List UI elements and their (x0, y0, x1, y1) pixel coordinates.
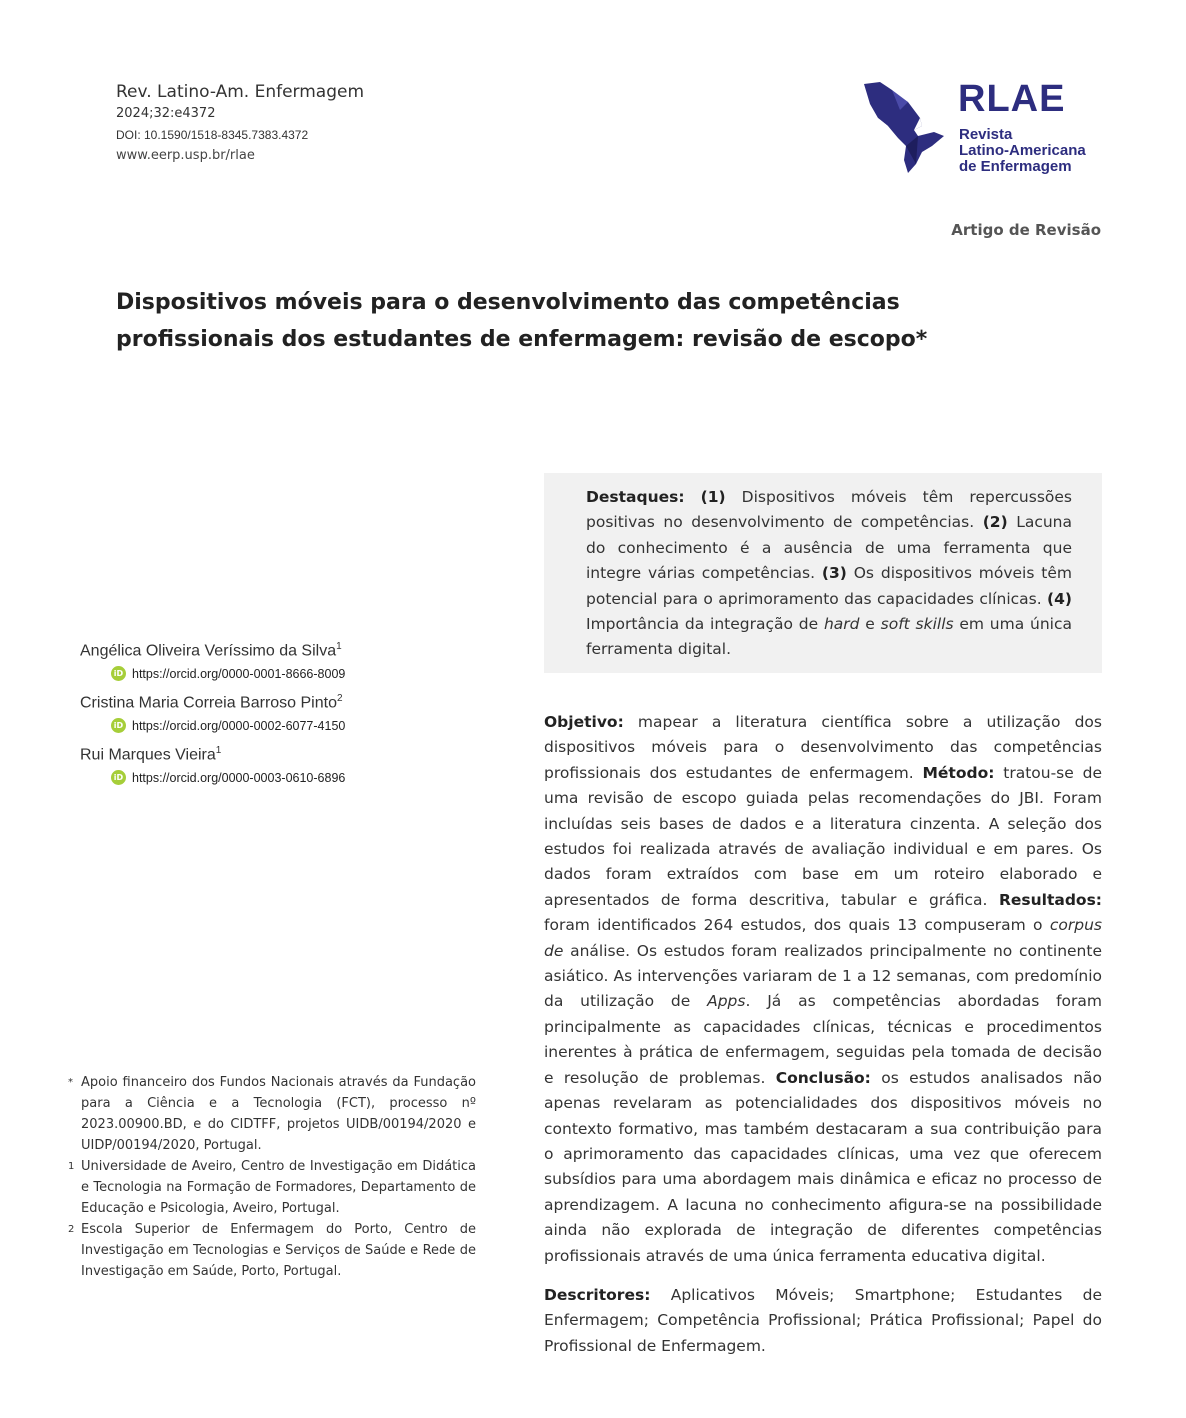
author-orcid[interactable] (111, 718, 345, 733)
journal-logo (862, 80, 1104, 180)
method-text: tratou-se de uma revisão de escopo guiada pelas recomendações do JBI. Foram incluídas seis bases de dados e a literatura cinzenta. A seleção dos estudos foi realizada através de avaliação individual e em pares. Os dados foram extraídos com base em um roteiro elaborado e apresentados de forma descritiva, tabular e gráfica. (544, 763, 1102, 909)
orcid-link[interactable]: https://orcid.org/0000-0001-8666-8009 (132, 666, 346, 681)
results-text-a: foram identificados 264 estudos, dos quais 13 compuseram o (544, 916, 1050, 935)
highlight-text-2: Lacuna do conhecimento é a ausência de uma ferramenta que integre várias competências. (586, 513, 1072, 583)
journal-name: Rev. Latino-Am. Enfermagem (116, 82, 365, 102)
journal-url[interactable]: www.eerp.usp.br/rlae (116, 148, 255, 163)
highlights-label: Destaques: (586, 488, 685, 506)
footnote-funding (68, 1072, 476, 1156)
highlight-number-2: (2) (982, 513, 1008, 532)
footnote-text: Escola Superior de Enfermagem do Porto, Centro de Investigação em Tecnologias e Serviços de Saúde e Rede de Investigação em Saúde, Porto, Portugal. (81, 1222, 476, 1279)
journal-doi: DOI: 10.1590/1518-8345.7383.4372 (116, 128, 309, 142)
objective-label: Objetivo: (544, 713, 624, 731)
results-apps: Apps (707, 992, 746, 1011)
footnote-mark: 1 (68, 1161, 75, 1172)
highlights-box (544, 473, 1102, 673)
footnote-text: Universidade de Aveiro, Centro de Investigação em Didática e Tecnologia na Formação de Formadores, Departamento de Educação e Psicologia, Aveiro, Portugal. (81, 1159, 476, 1216)
highlight-hard: hard (823, 615, 860, 634)
highlight-soft-skills: soft skills (880, 615, 954, 634)
highlight-number-4: (4) (1047, 589, 1072, 608)
results-corpus: corpus de (544, 916, 1102, 960)
latin-america-map-icon (862, 80, 954, 175)
highlight-number-1: (1) (700, 488, 726, 506)
article-title-line-2: profissionais dos estudantes de enfermagem: revisão de escopo* (116, 327, 928, 352)
descriptors (544, 1283, 1102, 1359)
author-name-text: Angélica Oliveira Veríssimo da Silva (80, 642, 337, 660)
orcid-link[interactable]: https://orcid.org/0000-0002-6077-4150 (132, 718, 346, 733)
results-text-b: análise. Os estudos foram realizados principalmente no continente asiático. As intervenções variaram de 1 a 12 semanas, com predomínio da utilização de (544, 941, 1102, 1011)
abstract (544, 710, 1102, 1269)
author-orcid[interactable] (111, 666, 345, 681)
journal-year-volume: 2024;32:e4372 (116, 106, 216, 121)
author-affiliation-mark: 1 (215, 745, 222, 756)
descriptors-label: Descritores: (544, 1286, 651, 1304)
highlight-text-3: Os dispositivos móveis têm potencial para o aprimoramento das capacidades clínicas. (586, 564, 1072, 608)
highlight-number-3: (3) (821, 564, 847, 583)
author-name-text: Cristina Maria Correia Barroso Pinto (80, 694, 337, 712)
footnote-affiliation-2 (68, 1219, 476, 1282)
results-label: Resultados: (998, 890, 1102, 909)
highlights-text (586, 485, 1072, 663)
author-name (80, 745, 221, 764)
conclusion-label: Conclusão: (775, 1068, 871, 1087)
article-title (116, 284, 1056, 358)
orcid-icon: iD (111, 666, 126, 681)
author-orcid[interactable] (111, 770, 345, 785)
author-affiliation-mark: 2 (336, 693, 343, 704)
method-label: Método: (922, 763, 995, 782)
logo-acronym: RLAE (958, 78, 1066, 120)
logo-line-2: Latino-Americana (959, 142, 1086, 159)
orcid-icon: iD (111, 718, 126, 733)
logo-line-3: de Enfermagem (959, 158, 1072, 175)
footnote-text: Apoio financeiro dos Fundos Nacionais através da Fundação para a Ciência e a Tecnologia (FCT), processo nº 2023.00900.BD, e do CIDTFF, projetos UIDB/00194/2020 e UIDP/00194/2020, Portugal. (81, 1075, 476, 1153)
footnote-affiliation-1 (68, 1156, 476, 1219)
highlight-text-4b: e (859, 615, 881, 634)
highlight-text-4a: Importância da integração de (586, 615, 824, 634)
footnote-mark: 2 (68, 1224, 75, 1235)
author-affiliation-mark: 1 (336, 641, 342, 652)
orcid-icon: iD (111, 770, 126, 785)
descriptors-text: Aplicativos Móveis; Smartphone; Estudantes de Enfermagem; Competência Profissional; Prática Profissional; Papel do Profissional de Enfermagem. (544, 1286, 1102, 1355)
conclusion-text: os estudos analisados não apenas revelaram as potencialidades dos dispositivos móveis no contexto formativo, mas também destacaram a sua contribuição para o aprimoramento das capacidades clínicas, uma vez que oferecem subsídios para uma abordagem mais dinâmica e eficaz no processo de aprendizagem. A lacuna no conhecimento afigura-se na possibilidade ainda não explorada de integração de diferentes competências profissionais através de uma única ferramenta educativa digital. (544, 1068, 1103, 1265)
author-name (80, 641, 342, 660)
results-text-c: . Já as competências abordadas foram principalmente as capacidades clínicas, técnicas e procedimentos inerentes à prática de enfermagem, seguidas pela tomada de decisão e resolução de problemas. (544, 992, 1102, 1087)
article-type: Artigo de Revisão (951, 221, 1101, 239)
footnote-mark: * (68, 1077, 73, 1088)
objective-text: mapear a literatura científica sobre a utilização dos dispositivos móveis para o desenvolvimento das competências profissionais dos estudantes de enfermagem. (544, 713, 1102, 782)
highlight-text-4c: em uma única ferramenta digital. (586, 615, 1073, 659)
author-name (80, 693, 343, 712)
logo-line-1: Revista (959, 126, 1013, 143)
highlight-text-1: Dispositivos móveis têm repercussões positivas no desenvolvimento de competências. (586, 488, 1073, 532)
author-name-text: Rui Marques Vieira (80, 746, 216, 764)
article-title-line-1: Dispositivos móveis para o desenvolvimento das competências (116, 290, 900, 315)
orcid-link[interactable]: https://orcid.org/0000-0003-0610-6896 (132, 770, 346, 785)
